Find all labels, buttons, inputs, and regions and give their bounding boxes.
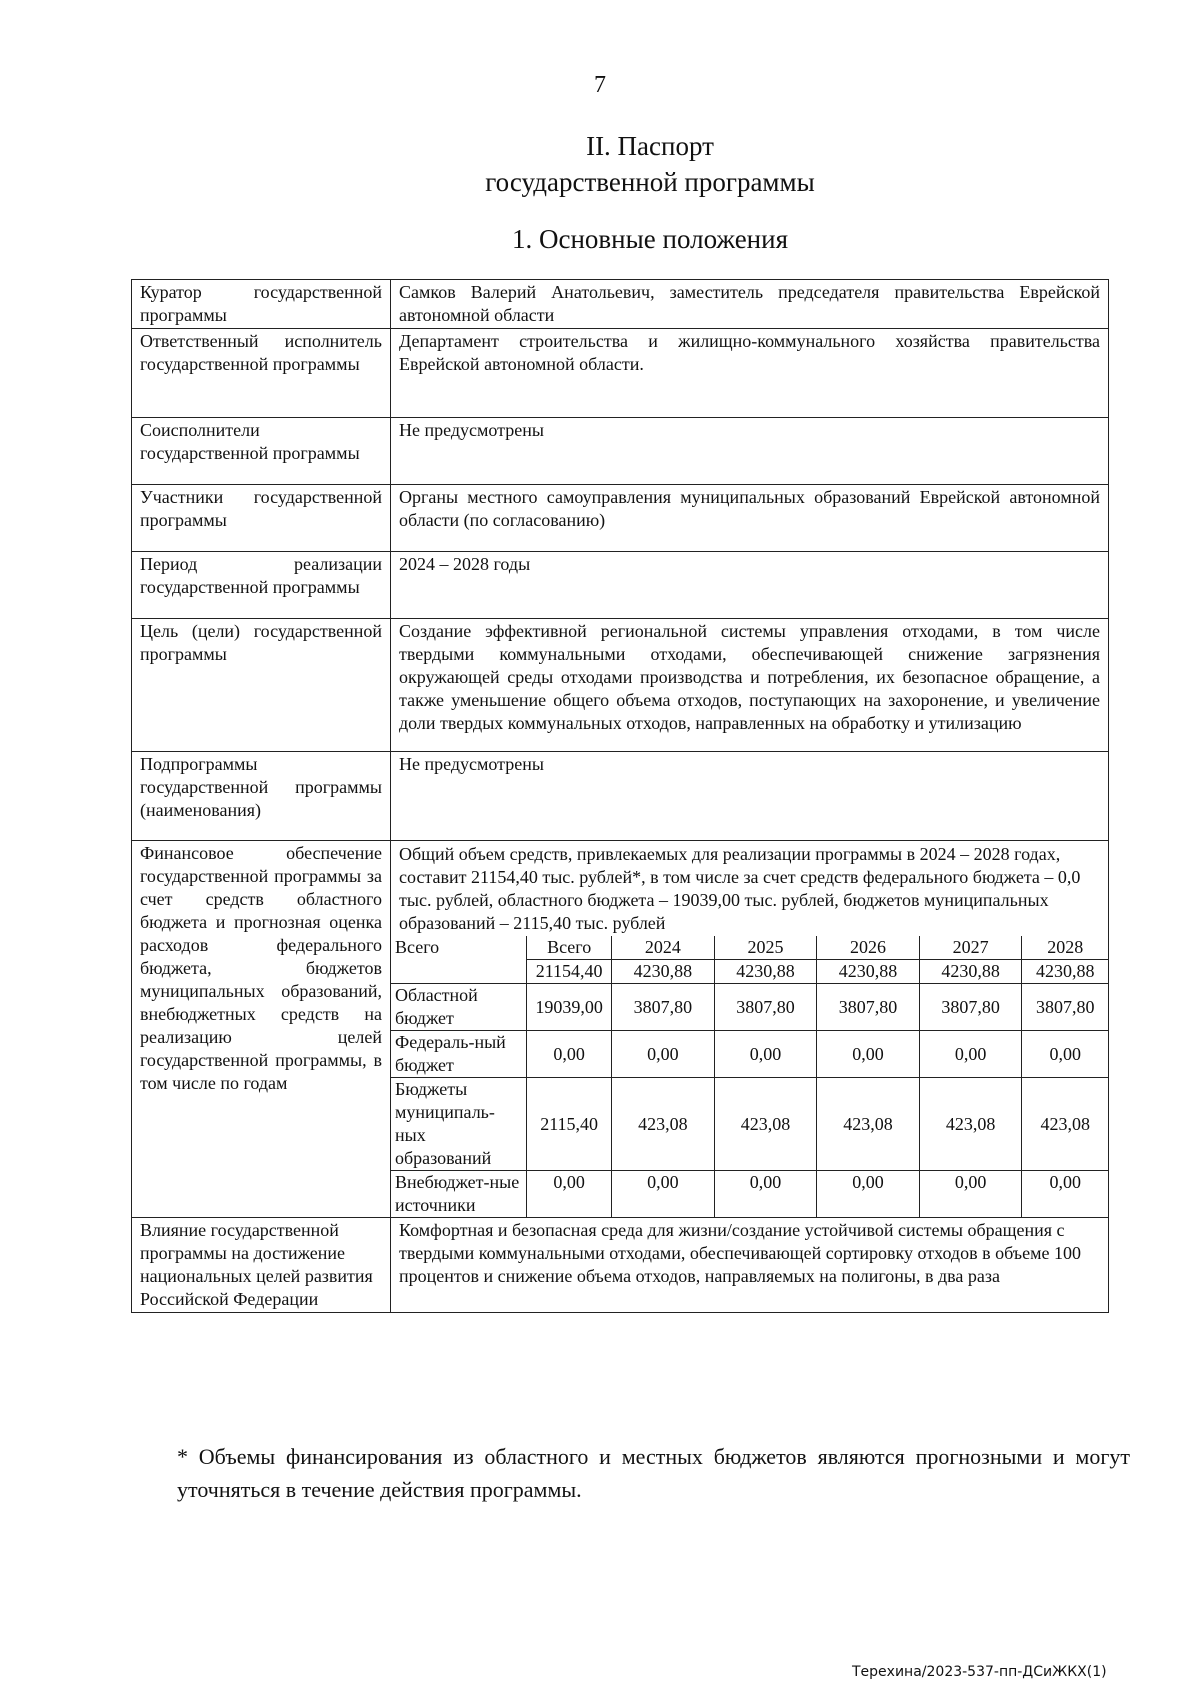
influence-label: Влияние государственной программы на достижение национальных целей развития Российской Федерации xyxy=(132,1218,391,1313)
fin-total-2025: 4230,88 xyxy=(714,960,817,984)
fin-total-2026: 4230,88 xyxy=(817,960,920,984)
fin-regional-2026: 3807,80 xyxy=(817,984,920,1031)
document-code: Терехина/2023-537-пп-ДСиЖКХ(1) xyxy=(852,1664,1107,1680)
fin-total-2024: 4230,88 xyxy=(612,960,715,984)
influence-value: Комфортная и безопасная среда для жизни/создание устойчивой системы обращения с твердыми коммунальными отходами, обеспечивающей сортировку отходов в объеме 100 процентов и снижение объема отходов, направляемых на полигоны, в два раза xyxy=(391,1218,1109,1313)
finance-row-federal xyxy=(391,1031,1108,1078)
fin-extrabudget-2025: 0,00 xyxy=(714,1171,817,1218)
fin-regional-sum: 19039,00 xyxy=(527,984,612,1031)
fin-municipal-2026: 423,08 xyxy=(817,1078,920,1171)
fin-regional-label: Областной бюджет xyxy=(391,984,527,1031)
finance-intro: Общий объем средств, привлекаемых для реализации программы в 2024 – 2028 годах, составит 21154,40 тыс. рублей*, в том числе за счет средств федерального бюджета – 0,0 тыс. рублей, областного бюджета – 19039,00 тыс. рублей, бюджетов муниципальных образований – 2115,40 тыс. рублей xyxy=(399,844,1081,933)
finance-row-regional xyxy=(391,984,1108,1031)
title-line-2: государственной программы xyxy=(485,167,815,197)
participants-label: Участники государственной программы xyxy=(132,485,391,552)
page-title xyxy=(0,128,1200,200)
fin-federal-label: Федераль-ный бюджет xyxy=(391,1031,527,1078)
fin-extrabudget-2028: 0,00 xyxy=(1022,1171,1108,1218)
section-subtitle: 1. Основные положения xyxy=(512,224,788,254)
row-goal xyxy=(132,619,1109,752)
fin-header-2027: 2027 xyxy=(919,936,1022,960)
goal-label: Цель (цели) государственной программы xyxy=(132,619,391,752)
page-number: 7 xyxy=(594,72,606,98)
coexecutors-label: Соисполнители государственной программы xyxy=(132,418,391,485)
row-influence xyxy=(132,1218,1109,1313)
coexecutors-value: Не предусмотрены xyxy=(391,418,1109,485)
title-line-1: II. Паспорт xyxy=(586,131,714,161)
fin-municipal-2024: 423,08 xyxy=(612,1078,715,1171)
fin-federal-2027: 0,00 xyxy=(919,1031,1022,1078)
row-coexecutors xyxy=(132,418,1109,485)
row-curator xyxy=(132,280,1109,329)
fin-extrabudget-label: Внебюджет-ные источники xyxy=(391,1171,527,1218)
subprograms-value: Не предусмотрены xyxy=(391,752,1109,841)
row-participants xyxy=(132,485,1109,552)
fin-municipal-2027: 423,08 xyxy=(919,1078,1022,1171)
fin-total-2027: 4230,88 xyxy=(919,960,1022,984)
row-period xyxy=(132,552,1109,619)
subprograms-label: Подпрограммы государственной программы (наименования) xyxy=(132,752,391,841)
row-responsible xyxy=(132,329,1109,418)
fin-municipal-2028: 423,08 xyxy=(1022,1078,1108,1171)
fin-total-sum: 21154,40 xyxy=(527,960,612,984)
fin-federal-2028: 0,00 xyxy=(1022,1031,1108,1078)
fin-federal-2025: 0,00 xyxy=(714,1031,817,1078)
fin-municipal-2025: 423,08 xyxy=(714,1078,817,1171)
finance-label: Финансовое обеспечение государственной программы за счет средств областного бюджета и прогнозная оценка расходов федерального бюджета, бюджетов муниципальных образований, внебюджетных средств на реализацию целей государственной программы, в том числе по годам xyxy=(132,841,391,1218)
fin-municipal-sum: 2115,40 xyxy=(527,1078,612,1171)
fin-regional-2024: 3807,80 xyxy=(612,984,715,1031)
responsible-label: Ответственный исполнитель государственной программы xyxy=(132,329,391,418)
fin-header-2026: 2026 xyxy=(817,936,920,960)
goal-value: Создание эффективной региональной системы управления отходами, в том числе твердыми коммунальными отходами, обеспечивающей снижение загрязнения окружающей среды отходами производства и потребления, их безопасное обращение, а также уменьшение общего объема отходов, поступающих на захоронение, и увеличение доли твердых коммунальных отходов, направленных на обработку и утилизацию xyxy=(391,619,1109,752)
fin-header-2024: 2024 xyxy=(612,936,715,960)
passport-table xyxy=(131,279,1109,1313)
finance-header-row xyxy=(391,936,1108,960)
fin-extrabudget-2026: 0,00 xyxy=(817,1171,920,1218)
finance-row-municipal xyxy=(391,1078,1108,1171)
fin-regional-2028: 3807,80 xyxy=(1022,984,1108,1031)
footnote: * Объемы финансирования из областного и местных бюджетов являются прогнозными и могут уточняться в течение действия программы. xyxy=(177,1444,1130,1502)
period-value: 2024 – 2028 годы xyxy=(391,552,1109,619)
fin-federal-sum: 0,00 xyxy=(527,1031,612,1078)
curator-label: Куратор государственной программы xyxy=(132,280,391,329)
fin-header-2028: 2028 xyxy=(1022,936,1108,960)
fin-total-2028: 4230,88 xyxy=(1022,960,1108,984)
period-label: Период реализации государственной программы xyxy=(132,552,391,619)
finance-row-extrabudget xyxy=(391,1171,1108,1218)
row-finance xyxy=(132,841,1109,1218)
fin-extrabudget-2027: 0,00 xyxy=(919,1171,1022,1218)
fin-extrabudget-sum: 0,00 xyxy=(527,1171,612,1218)
fin-regional-2027: 3807,80 xyxy=(919,984,1022,1031)
responsible-value: Департамент строительства и жилищно-коммунального хозяйства правительства Еврейской автономной области. xyxy=(391,329,1109,418)
fin-extrabudget-2024: 0,00 xyxy=(612,1171,715,1218)
participants-value: Органы местного самоуправления муниципальных образований Еврейской автономной области (по согласованию) xyxy=(391,485,1109,552)
fin-regional-2025: 3807,80 xyxy=(714,984,817,1031)
finance-table xyxy=(391,936,1108,1217)
fin-header-total-label: Всего xyxy=(391,936,527,984)
row-subprograms xyxy=(132,752,1109,841)
fin-federal-2026: 0,00 xyxy=(817,1031,920,1078)
fin-header-2025: 2025 xyxy=(714,936,817,960)
fin-federal-2024: 0,00 xyxy=(612,1031,715,1078)
finance-cell xyxy=(391,841,1109,1218)
curator-value: Самков Валерий Анатольевич, заместитель председателя правительства Еврейской автономной области xyxy=(391,280,1109,329)
fin-municipal-label: Бюджеты муниципаль-ных образований xyxy=(391,1078,527,1171)
fin-header-total: Всего xyxy=(527,936,612,960)
